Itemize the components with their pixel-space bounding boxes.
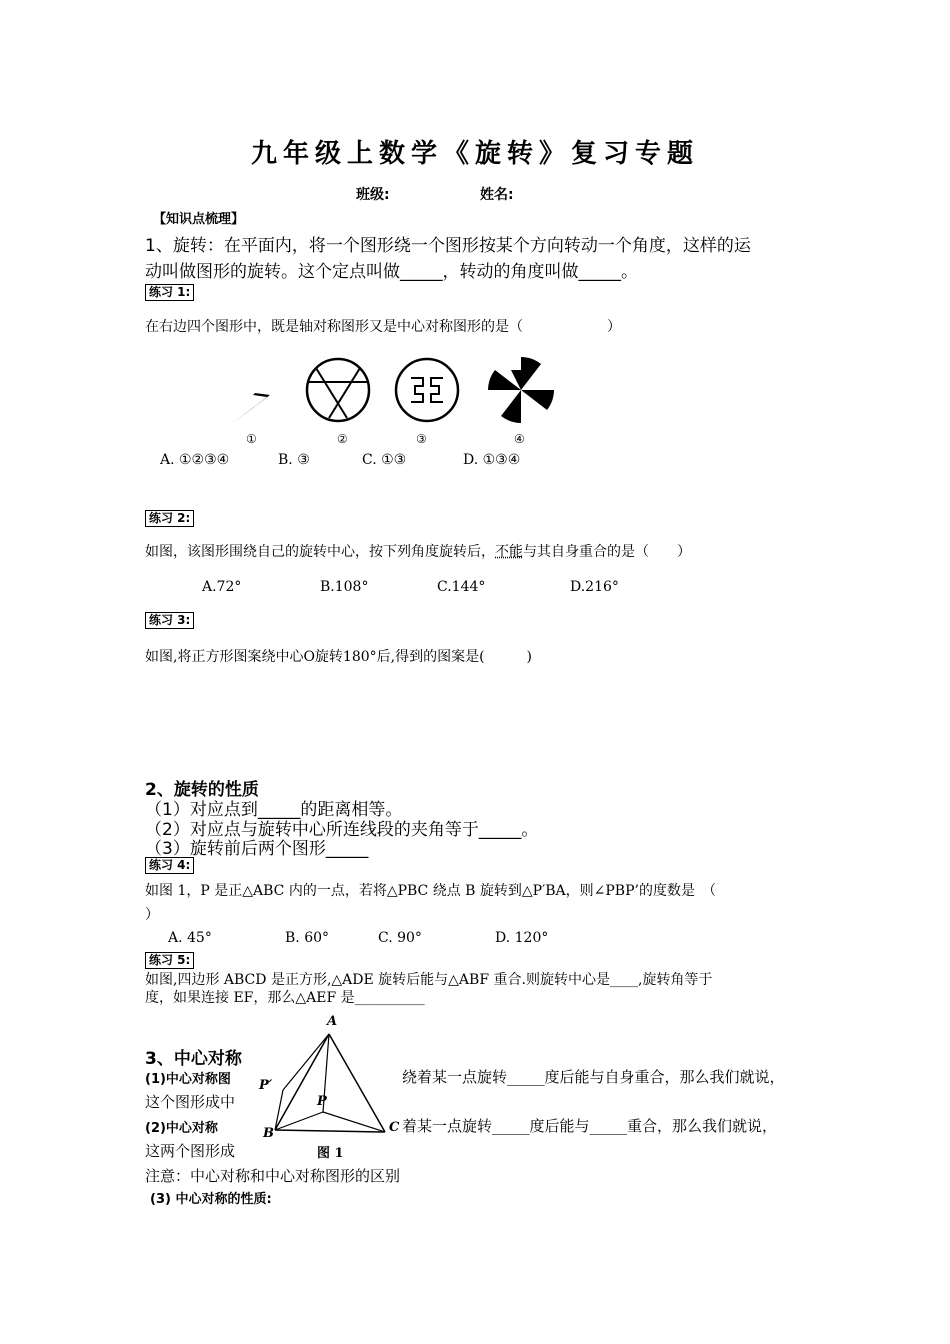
ex4-question-line1: 如图 1，P 是正△ABC 内的一点，若将△PBC 绕点 B 旋转到△P′BA，则∠PBP’的度数是 （: [145, 883, 716, 899]
section-header: 【知识点梳理】: [153, 212, 245, 227]
point-a-label: A: [327, 1014, 338, 1029]
s2-p1: （1）对应点到_____的距离相等。: [145, 800, 403, 820]
s3-p1-label: (1)中心对称图: [145, 1072, 231, 1087]
lightning-figure: [233, 363, 285, 423]
pinwheel-figure: [488, 357, 554, 423]
ex1-question: 在右边四个图形中，既是轴对称图形又是中心对称图形的是（ ）: [145, 319, 621, 335]
ex5-line1: 如图,四边形 ABCD 是正方形,△ADE 旋转后能与△ABF 重合.则旋转中心是____,旋转角等于: [145, 972, 713, 988]
s3-p2-text: 着某一点旋转_____度后能与_____重合，那么我们就说，: [402, 1117, 778, 1135]
s1-line1: 1、旋转：在平面内，将一个图形绕一个图形按某个方向转动一个角度，这样的运: [145, 236, 751, 256]
ex2-label: 练习 2:: [145, 510, 194, 527]
s3-note: 注意：中心对称和中心对称图形的区别: [145, 1167, 401, 1185]
point-c-label: C: [389, 1120, 400, 1135]
ex2-question: [145, 541, 691, 561]
s2-heading: 2、旋转的性质: [145, 780, 259, 800]
ex2-question-a: 如图，该图形围绕自己的旋转中心，按下列角度旋转后，: [145, 544, 495, 560]
ex4-option-b: B. 60°: [285, 930, 330, 946]
ex2-question-emphasis: 不能: [495, 544, 523, 560]
ex1-option-d: D. ①③④: [463, 452, 521, 468]
s1-line2: 动叫做图形的旋转。这个定点叫做_____，转动的角度叫做_____。: [145, 262, 638, 282]
fig-label-1: ①: [246, 432, 257, 446]
s3-p1-text: 绕着某一点旋转_____度后能与自身重合，那么我们就说，: [402, 1068, 785, 1086]
fig-label-3: ③: [416, 432, 427, 446]
circle-maze-figure: [396, 359, 458, 421]
s3-p2-cont: 这两个图形成: [145, 1142, 236, 1160]
ex2-option-b: B.108°: [320, 579, 369, 595]
ex5-label: 练习 5:: [145, 952, 194, 969]
s3-p1-cont: 这个图形成中: [145, 1093, 236, 1111]
s3-heading: 3、中心对称: [145, 1049, 242, 1069]
point-b-label: B: [263, 1126, 274, 1141]
page-title: 九年级上数学《旋转》复习专题: [250, 139, 699, 169]
ex1-option-b: B. ③: [278, 452, 310, 468]
s3-p2-label: (2)中心对称: [145, 1121, 218, 1136]
point-p-prime-label: P′: [259, 1078, 273, 1093]
fig-label-4: ④: [514, 432, 525, 446]
figure-1-caption: 图 1: [317, 1146, 344, 1161]
ex3-question: 如图,将正方形图案绕中心O旋转180°后,得到的图案是( ): [145, 649, 533, 665]
ex4-question-line2: ）: [145, 907, 159, 923]
ex5-line2: 度，如果连接 EF，那么△AEF 是__________: [145, 990, 425, 1006]
ex1-option-a: A. ①②③④: [160, 452, 230, 468]
ex4-option-d: D. 120°: [495, 930, 549, 946]
fig-label-2: ②: [337, 432, 348, 446]
figure-1: [245, 1012, 400, 1162]
s2-p3: （3）旋转前后两个图形_____: [145, 839, 369, 859]
ex4-label: 练习 4:: [145, 857, 194, 874]
s3-p3-label: (3) 中心对称的性质:: [150, 1192, 272, 1207]
class-label: 班级:: [356, 187, 390, 203]
ex2-option-d: D.216°: [570, 579, 619, 595]
ex2-question-b: 与其自身重合的是（ ）: [523, 544, 691, 560]
ex2-option-a: A.72°: [202, 579, 242, 595]
ex4-option-a: A. 45°: [168, 930, 212, 946]
ex1-option-c: C. ①③: [362, 452, 407, 468]
point-p-label: P: [317, 1094, 327, 1109]
ex3-label: 练习 3:: [145, 612, 194, 629]
circle-x-figure: [307, 359, 369, 421]
ex1-label: 练习 1:: [145, 284, 194, 301]
name-label: 姓名:: [480, 187, 514, 203]
ex2-option-c: C.144°: [437, 579, 486, 595]
ex4-option-c: C. 90°: [378, 930, 422, 946]
s2-p2: （2）对应点与旋转中心所连线段的夹角等于_____。: [145, 820, 539, 840]
